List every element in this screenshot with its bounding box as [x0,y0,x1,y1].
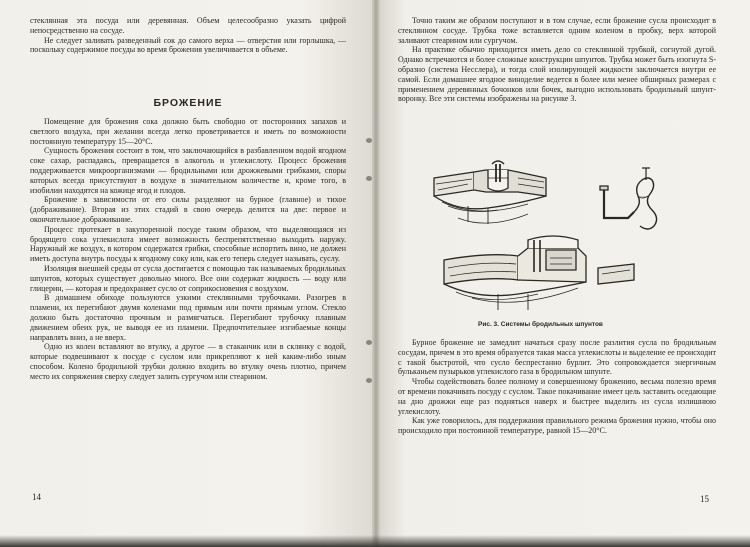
page-number: 15 [700,494,709,504]
page-number: 14 [32,492,41,502]
paragraph: Одно из колен вставляют во втулку, а другое — в стаканчик или в склянку с водой, которые подвешивают к посуде с суслом или прикрепляют к ней каким-либо иным способом. Колено бродильной трубки должно входить во втулку очень плотно, причем место их сопряжения сверху следует залить сургучом или стеарином. [30,342,346,381]
left-body-text [30,117,346,382]
section-heading: БРОЖЕНИЕ [153,97,223,109]
barrel-airlock-drawing [434,161,546,224]
paragraph: Чтобы содействовать более полному и совершенному брожению, весьма полезно время от времени покачивать посуду с суслом. Такое покачивание имеет цель заставить оседающие на дно дрожжи еще раз подняться наверх и быстрее выделить из сусла излишнюю углекислоту. [398,377,716,416]
binding-hole [366,378,372,383]
binding-hole [366,138,372,143]
paragraph: На практике обычно приходится иметь дело со стеклянной трубкой, согнутой дугой. Однако встречаются и более сложные конструкции шпунтов. Трубка может быть изогнута S-образно (система Несслера), и тогда слой изолирующей жидкости заключается внутри ее самой. Если домашнее ягодное виноделие ведется в более или менее обширных размерах с применением деревянных бочонков или бочек, выгодно использовать бродильный шпунт-воронку. Все эти системы изображены на рисунке 3. [398,45,716,104]
figure-fermentation-airlocks [428,160,692,316]
right-top-text [398,16,716,104]
bottom-shadow [0,535,750,547]
binding-hole [366,176,372,181]
paragraph: Не следует заливать разведенный сок до самого верха — отверстия или горлышка, — поскольку содержимое посуды во время брожения увеличивается в объеме. [30,35,346,55]
paragraph: Помещение для брожения сока должно быть свободно от посторонних запахов и светлого воздуха, при желании всегда легко проветривается и иметь по возможности постоянную температуру 15—20°С. [30,117,346,146]
left-top-text [30,16,346,55]
paragraph: Изоляция внешней среды от сусла достигается с помощью так называемых бродильных шпунтов, которых существует довольно много. Все они содержат жидкость — воду или глицерин, — которая и предохраняет сусло от соприкосновения с воздухом. [30,263,346,293]
paragraph: Как уже говорилось, для поддержания правильного режима брожения нужно, чтобы оно происходило при постоянной температуре, равной 15—20°С. [398,416,716,436]
paragraph: В домашнем обиходе пользуются узкими стеклянными трубочками. Разогрев в пламени, их перегибают двумя коленами под прямым или почти прямым углом. Стекло должно быть достаточно прочным и размягчаться. Перегибают трубочку плавным движением обеих рук, не выводя ее из пламени. Предпочтительнее изгибаемые концы направлять вниз, а не вверх. [30,293,346,342]
funnel-airlock-drawing [444,236,634,310]
paragraph: Точно таким же образом поступают и в том случае, если брожение сусла происходит в стеклянном сосуде. Трубка тоже вставляется одним коленом в пробку, верх которой заливают стеарином или сургучом. [398,16,716,45]
paragraph: Процесс протекает в закупоренной посуде таким образом, что выделяющаяся из бродящего сока углекислота имеет возможность беспрепятственно выходить наружу. Наружный же воздух, в котором содержатся грибки, способные испортить вино, не должен иметь доступа внутрь посуды к ягодному соку или, как его теперь следует называть, суслу. [30,224,346,264]
s-tube-airlock-drawing [600,168,657,229]
paragraph: Бурное брожение не замедлит начаться сразу после разлития сусла по бродильным сосудам, причем в это время образуется такая масса углекислоты и выделение ее происходит с такой быстротой, что сусло беспрестанно бурлит. Это сопровождается энергичным бульканьем пузырьков углекислого газа в бродильном шпунте. [398,338,716,377]
paragraph: Брожение в зависимости от его силы разделяют на бурное (главное) и тихое (дображивание). Вторая из этих стадий в свою очередь делится на две: первое и окончательное дображивание. [30,195,346,224]
figure-caption: Рис. 3. Системы бродильных шпунтов [478,321,603,328]
right-bottom-text [398,338,716,436]
paragraph: Сущность брожения состоит в том, что заключающийся в разбавленном водой ягодном соке сахар, распадаясь, превращается в алкоголь и углекислоту. Процесс брожения поддерживается микроорганизмами — бродильными или дрожжевыми грибками, споры которых всегда присутствуют в воздухе в значительном количестве и, кроме того, в изобилии находятся на кожице ягод и плодов. [30,146,346,195]
binding-hole [366,340,372,345]
book-gutter [372,0,380,547]
paragraph: стеклянная эта посуда или деревянная. Объем целесообразно указать цифрой непосредственно на сосуде. [30,16,346,35]
